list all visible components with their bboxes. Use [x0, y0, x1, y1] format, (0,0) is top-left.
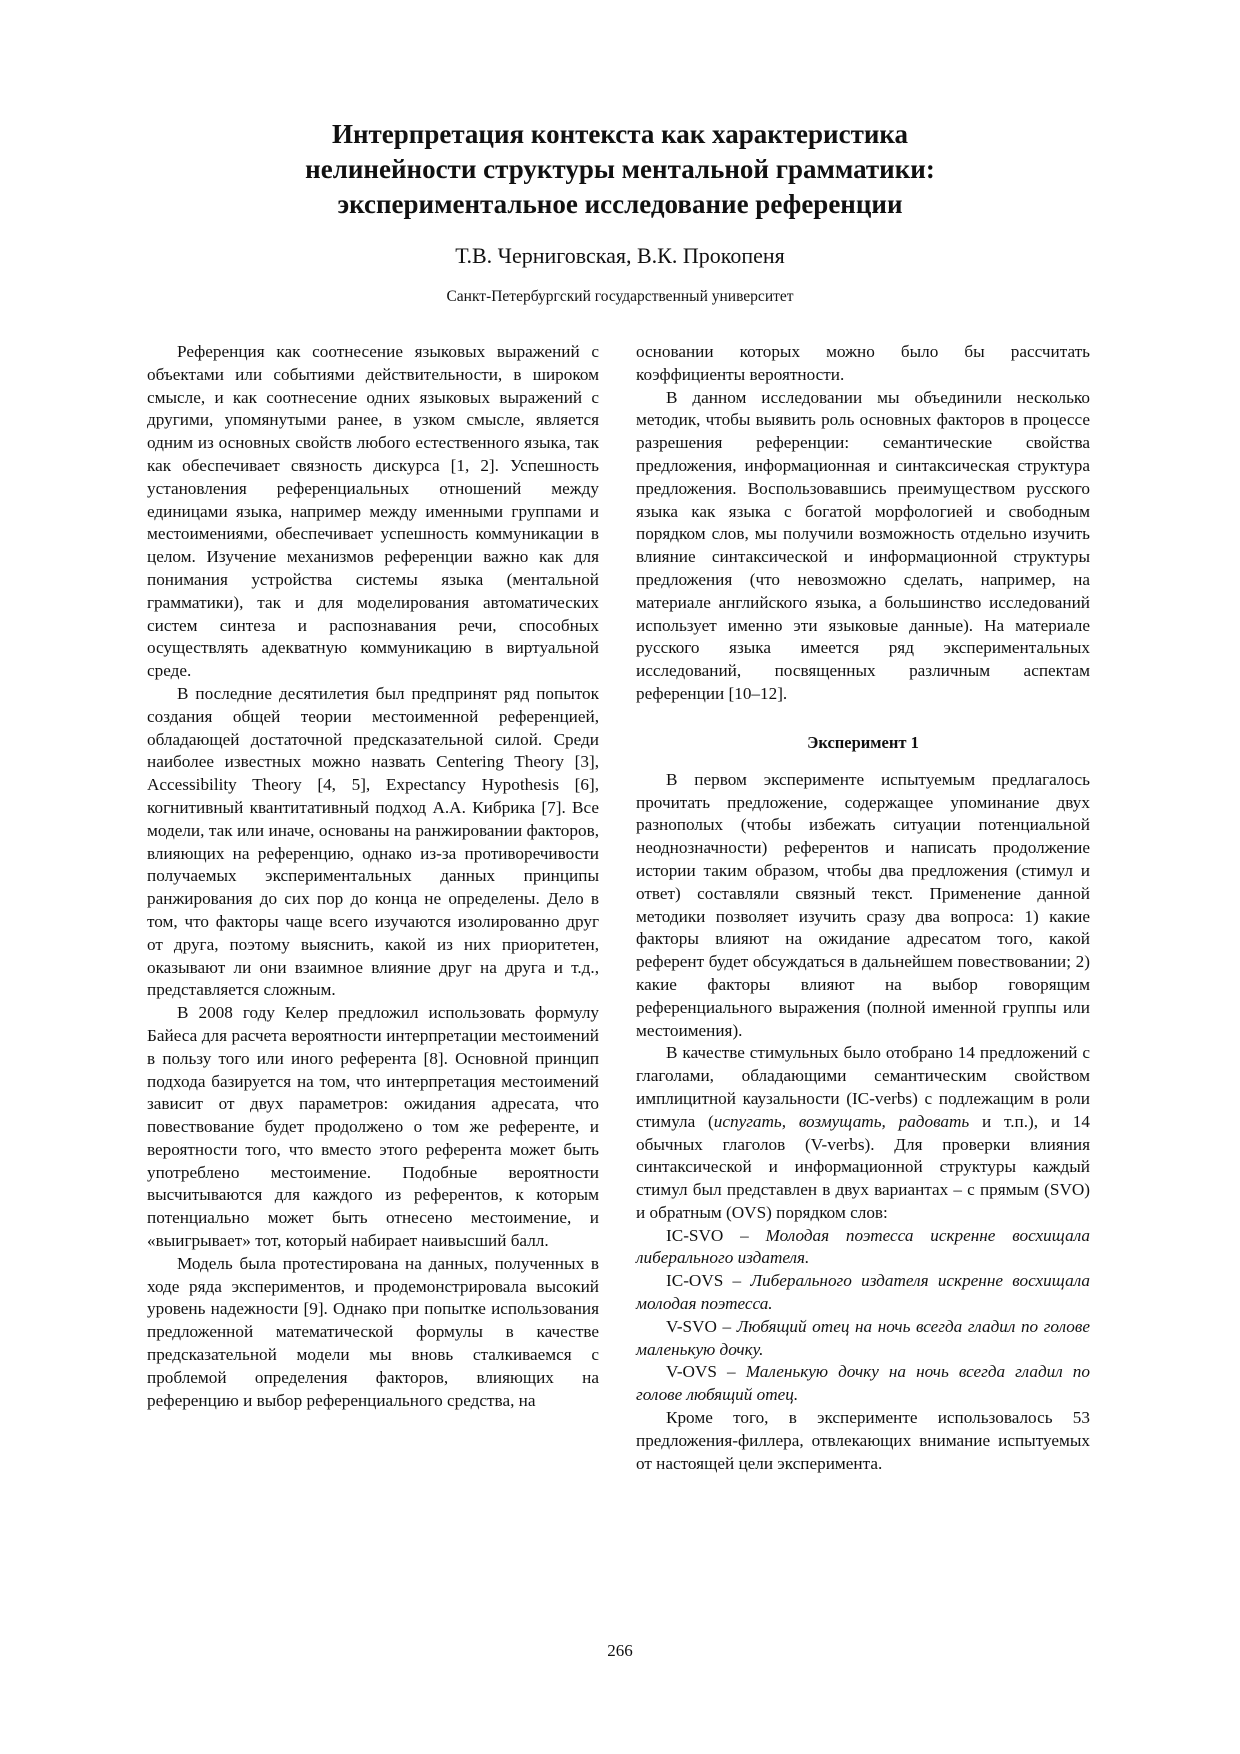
paragraph: Модель была протестирована на данных, полученных в ходе ряда экспериментов, и продемонстрировала высокий уровень надежности [9]. Однако при попытке использования предложенной математической формулы в качестве предсказательной модели мы вновь сталкиваемся с проблемой определения факторов, влияющих на референцию и выбор референциального средства, на: [147, 1253, 599, 1410]
authors: Т.В. Черниговская, В.К. Прокопеня: [455, 243, 785, 268]
paragraph: Кроме того, в эксперименте использовалось 53 предложения-филлера, отвлекающих внимание испытуемых от настоящей цели эксперимента.: [636, 1408, 1090, 1473]
title-line-1: Интерпретация контекста как характеристика: [331, 119, 909, 149]
paragraph-text: В качестве стимульных было отобрано 14 предложений с глаголами, обладающими семантическим свойством имплицитной каузальности (IC-verbs) с подлежащим в роли стимула (: [636, 1043, 1090, 1131]
paragraph: В 2008 году Келер предложил использовать формулу Байеса для расчета вероятности интерпретации местоимений в пользу того или иного референта [8]. Основной принцип подхода базируется на том, что интерпретация местоимений зависит от двух параметров: ожидания адресата, что повествование будет продолжено о том же референте, и вероятности того, что вместо этого референта может быть употреблено местоимение. Подобные вероятности высчитываются для каждого из референтов, к которым потенциально может быть отнесено местоимение, и «выигрывает» тот, который набирает наивысший балл.: [147, 1003, 599, 1251]
article-title: [0, 117, 1240, 222]
example-label: V-OVS –: [666, 1362, 746, 1382]
verb-examples: испугать, возмущать, радовать: [713, 1111, 970, 1131]
paragraph: основании которых можно было бы рассчитать коэффициенты вероятности.: [636, 342, 1090, 384]
paragraph: Референция как соотнесение языковых выражений с объектами или событиями действительности, в широком смысле, и как соотнесение одних языковых выражений с другими, упомянутыми ранее, в узком смысле, является одним из основных свойств любого естественного языка, так как обеспечивает связность дискурса [1, 2]. Успешность установления референциальных отношений между единицами языка, например между именными группами и местоимениями, обеспечивает успешность коммуникации в целом. Изучение механизмов референции важно как для понимания устройства системы языка (ментальной грамматики), так и для моделирования автоматических систем синтеза и распознавания речи, способных осуществлять адекватную коммуникацию в виртуальной среде.: [147, 342, 599, 681]
example-sentence: Либерального издателя искренне восхищала молодая поэтесса.: [636, 1271, 1091, 1314]
example-ic-ovs: [636, 1270, 1090, 1316]
example-v-ovs: [636, 1361, 1090, 1407]
paragraph: В данном исследовании мы объединили несколько методик, чтобы выявить роль основных факторов в процессе разрешения референции: семантические свойства предложения, информационная и синтаксическая структура предложения. Воспользовавшись преимуществом русского языка как языка с богатой морфологией и свободным порядком слов, мы получили возможность отдельно изучить влияние синтаксической и информационной структуры предложения (что невозможно сделать, например, на материале английского языка, а большинство исследований использует именно эти языковые данные). На материале русского языка имеется ряд экспериментальных исследований, посвященных различным аспектам референции [10–12].: [636, 387, 1090, 703]
title-line-2: нелинейности структуры ментальной грамматики:: [305, 154, 935, 184]
section-heading: Эксперимент 1: [807, 732, 919, 752]
paragraph: В последние десятилетия был предпринят ряд попыток создания общей теории местоименной референцией, обладающей достаточной предсказательной силой. Среди наиболее известных можно назвать Centering Theory [3], Accessibility Theory [4, 5], Expectancy Hypothesis [6], когнитивный квантитативный подход А.А. Кибрика [7]. Все модели, так или иначе, основаны на ранжировании факторов, влияющих на референцию, однако из-за противоречивости получаемых экспериментальных данных принципы ранжирования до сих пор до конца не определены. Дело в том, что факторы чаще всего изучаются изолированно друг от друга, поэтому выяснить, какой из них приоритетен, оказывают ли они взаимное влияние друг на друга и т.д., представляется сложным.: [147, 683, 599, 1000]
example-sentence: Маленькую дочку на ночь всегда гладил по голове любящий отец.: [636, 1362, 1090, 1405]
affiliation: Санкт-Петербургский государственный университет: [446, 288, 794, 305]
example-label: IC-OVS –: [666, 1271, 751, 1291]
paragraph: [636, 1042, 1090, 1224]
page-number: 266: [607, 1641, 633, 1660]
right-column: [636, 341, 1090, 1475]
example-v-svo: [636, 1316, 1090, 1362]
paragraph: В первом эксперименте испытуемым предлагалось прочитать предложение, содержащее упоминание двух разнополых (чтобы избежать ситуации потенциальной неоднозначности) референтов и написать продолжение истории таким образом, чтобы два предложения (стимул и ответ) составляли связный текст. Применение данной методики позволяет изучить сразу два вопроса: 1) какие факторы влияют на ожидание адресатом того, какой референт будет обсуждаться в дальнейшем повествовании; 2) какие факторы влияют на выбор говорящим референциального выражения (полной именной группы или местоимения).: [636, 769, 1090, 1040]
example-label: V-SVO –: [666, 1316, 737, 1336]
example-ic-svo: [636, 1225, 1090, 1271]
example-label: IC-SVO –: [666, 1225, 766, 1245]
paragraph-text: и т.п.), и 14 обычных глаголов (V-verbs). Для проверки влияния синтаксической и информационной структуры каждый стимул был представлен в двух вариантах – с прямым (SVO) и обратным (OVS) порядком слов:: [636, 1111, 1090, 1222]
title-line-3: экспериментальное исследование референции: [337, 189, 903, 219]
left-column: [147, 341, 599, 1412]
example-sentence: Любящий отец на ночь всегда гладил по голове маленькую дочку.: [636, 1316, 1090, 1359]
example-sentence: Молодая поэтесса искренне восхищала либерального издателя.: [636, 1225, 1090, 1268]
